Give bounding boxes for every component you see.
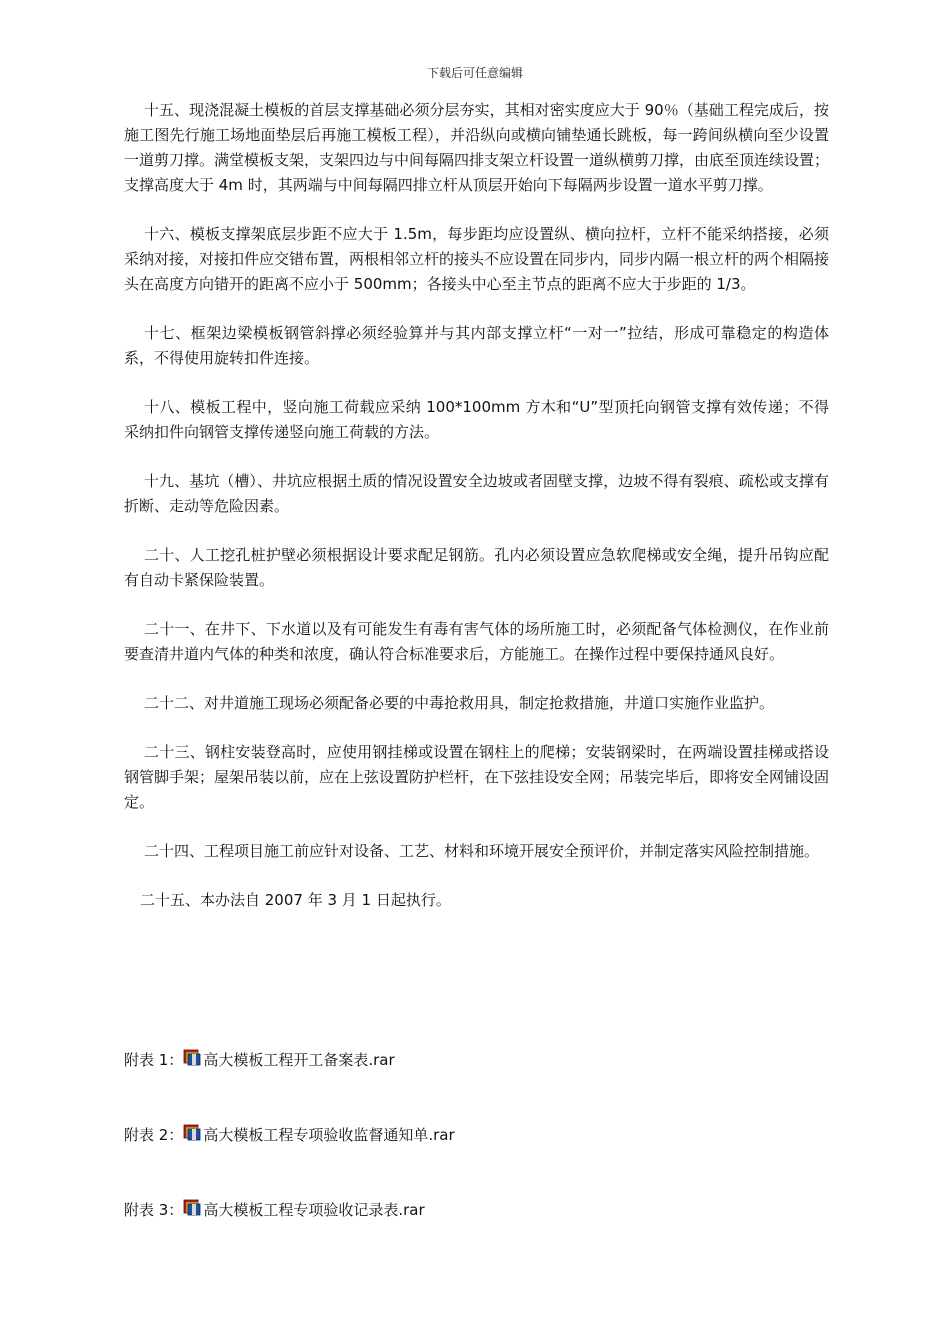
paragraph-21: 二十一、在井下、下水道以及有可能发生有毒有害气体的场所施工时，必须配备气体检测仪，在作业前要查清井道内气体的种类和浓度，确认符合标准要求后，方能施工。在操作过程中要保持通风良好。 — [124, 620, 829, 663]
paragraph-22: 二十二、对井道施工现场必须配备必要的中毒抢救用具，制定抢救措施，井道口实施作业监护。 — [144, 694, 775, 712]
attachment-file-link[interactable]: 高大模板工程专项验收记录表.rar — [203, 1201, 425, 1219]
attachment-row-2 — [124, 1125, 455, 1145]
document-body — [124, 98, 829, 937]
attachment-file-link[interactable]: 高大模板工程专项验收监督通知单.rar — [203, 1126, 455, 1144]
rar-archive-icon[interactable] — [183, 1048, 201, 1066]
attachment-label: 附表 2： — [124, 1126, 184, 1144]
attachment-row-1 — [124, 1050, 395, 1070]
paragraph-23: 二十三、钢柱安装登高时，应使用钢挂梯或设置在钢柱上的爬梯；安装钢梁时，在两端设置挂梯或搭设钢管脚手架；屋架吊装以前，应在上弦设置防护栏杆，在下弦挂设安全网；吊装完毕后，即将安全网铺设固定。 — [124, 743, 830, 811]
paragraph-17: 十七、框架边梁模板钢管斜撑必须经验算并与其内部支撑立杆“一对一”拉结，形成可靠稳定的构造体系，不得使用旋转扣件连接。 — [124, 324, 829, 367]
paragraph-25: 二十五、本办法自 2007 年 3 月 1 日起执行。 — [140, 891, 451, 909]
paragraph-19: 十九、基坑（槽）、井坑应根据土质的情况设置安全边坡或者固壁支撑，边坡不得有裂痕、疏松或支撑有折断、走动等危险因素。 — [124, 472, 829, 515]
paragraph-20: 二十、人工挖孔桩护壁必须根据设计要求配足钢筋。孔内必须设置应急软爬梯或安全绳，提升吊钩应配有自动卡紧保险装置。 — [124, 546, 829, 589]
paragraph-15: 十五、现浇混凝土模板的首层支撑基础必须分层夯实，其相对密实度应大于 90％（基础工程完成后，按施工图先行施工场地面垫层后再施工模板工程），并沿纵向或横向铺垫通长跳板，每一跨间纵横向至少设置一道剪刀撑。满堂模板支架，支架四边与中间每隔四排支架立杆设置一道纵横剪刀撑，由底至顶连续设置；支撑高度大于 4m 时，其两端与中间每隔四排立杆从顶层开始向下每隔两步设置一道水平剪刀撑。 — [124, 101, 830, 194]
attachment-file-link[interactable]: 高大模板工程开工备案表.rar — [203, 1051, 395, 1069]
rar-archive-icon[interactable] — [183, 1198, 201, 1216]
paragraph-16: 十六、模板支撑架底层步距不应大于 1.5m，每步距均应设置纵、横向拉杆，立杆不能采纳搭接，必须采纳对接，对接扣件应交错布置，两根相邻立杆的接头不应设置在同步内，同步内隔一根立杆的两个相隔接头在高度方向错开的距离不应小于 500mm；各接头中心至主节点的距离不应大于步距的 1/3。 — [124, 225, 830, 293]
paragraph-18: 十八、模板工程中，竖向施工荷载应采纳 100*100mm 方木和“U”型顶托向钢管支撑有效传递；不得采纳扣件向钢管支撑传递竖向施工荷载的方法。 — [124, 398, 829, 441]
page-header-note: 下载后可任意编辑 — [426, 66, 523, 80]
attachment-label: 附表 1： — [124, 1051, 184, 1069]
attachment-label: 附表 3： — [124, 1201, 184, 1219]
rar-archive-icon[interactable] — [183, 1123, 201, 1141]
attachment-row-3 — [124, 1200, 425, 1220]
paragraph-24: 二十四、工程项目施工前应针对设备、工艺、材料和环境开展安全预评价，并制定落实风险控制措施。 — [144, 842, 820, 860]
